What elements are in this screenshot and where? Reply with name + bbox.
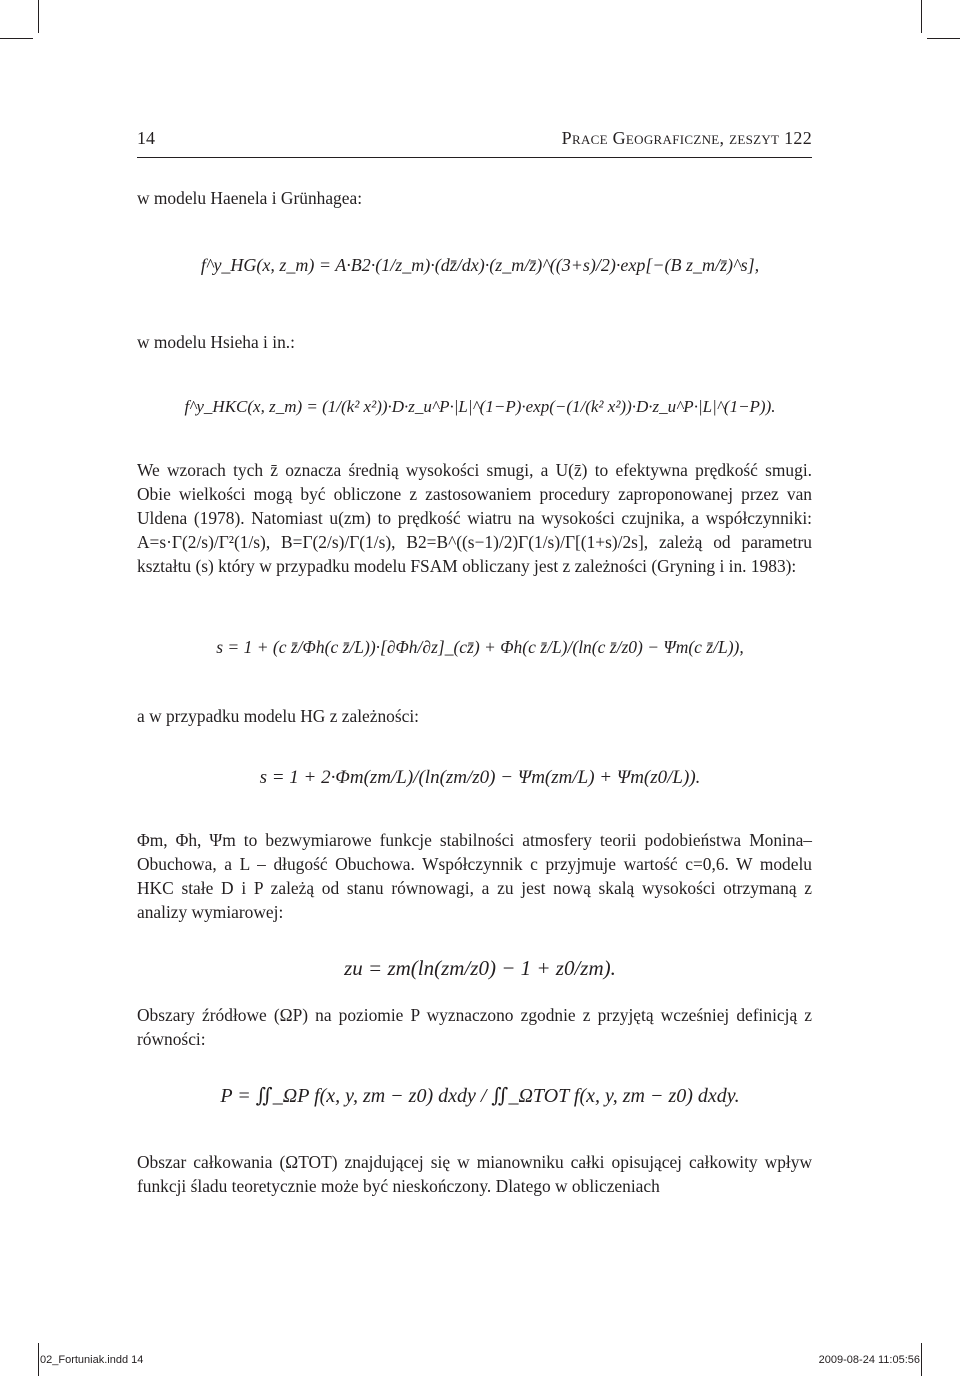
footer-datetime: 2009-08-24 11:05:56: [818, 1354, 920, 1366]
footer-file: 02_Fortuniak.indd 14: [40, 1354, 144, 1366]
paragraph-hg-intro: w modelu Haenela i Grünhagea:: [137, 188, 363, 208]
paragraph-stability-functions: Φm, Φh, Ψm to bezwymiarowe funkcje stabilności atmosfery teorii podobieństwa Monina–Obuchowa, a L – długość Obuchowa. Współczynnik c przyjmuje wartość c=0,6. W modelu HKC stałe D i P zależą od stanu równowagi, a zu jest nową skalą wysokości otrzymaną z analizy wymiarowej:: [137, 830, 812, 922]
header-rule: [137, 157, 812, 158]
paragraph-integration-area: Obszar całkowania (ΩTOT) znajdującej się w mianowniku całki opisującej całkowity wpływ funkcji śladu teoretycznie może być nieskończony. Dlatego w obliczeniach: [137, 1152, 812, 1196]
paragraph-source-areas: Obszary źródłowe (ΩP) na poziomie P wyznaczono zgodnie z przyjętą wcześniej definicją z równości:: [137, 1005, 812, 1049]
crop-mark: [921, 1343, 922, 1376]
journal-title: Prace Geograficzne, zeszyt 122: [561, 128, 812, 148]
crop-mark: [0, 38, 33, 39]
equation-zu: zu = zm(ln(zm/z0) − 1 + z0/zm).: [344, 956, 616, 980]
equation-s-hg: s = 1 + 2·Φm(zm/L)/(ln(zm/z0) − Ψm(zm/L) + Ψm(z0/L)).: [259, 767, 701, 788]
paragraph-hkc-intro: w modelu Hsieha i in.:: [137, 332, 295, 352]
crop-mark: [38, 1343, 39, 1376]
crop-mark: [927, 38, 960, 39]
paragraph-hg-dependency: a w przypadku modelu HG z zależności:: [137, 706, 420, 726]
equation-hg: f^y_HG(x, z_m) = A·B2·(1/z_m)·(dz̄/dx)·(z_m/z̄)^((3+s)/2)·exp[−(B z_m/z̄)^s],: [200, 255, 760, 275]
page-number: 14: [137, 128, 155, 148]
equation-hkc: f^y_HKC(x, z_m) = (1/(k² x²))·D·z_u^P·|L|^(1−P)·exp(−(1/(k² x²))·D·z_u^P·|L|^(1−P)).: [184, 397, 776, 416]
equation-s-fsam: s = 1 + (c z̄/Φh(c z̄/L))·[∂Φh/∂z]_(cz̄) + Φh(c z̄/L)/(ln(c z̄/z0) − Ψm(c z̄/L)),: [216, 637, 744, 657]
crop-mark: [38, 0, 39, 33]
equation-p: P = ∬_ΩP f(x, y, zm − z0) dxdy / ∬_ΩTOT f(x, y, zm − z0) dxdy.: [220, 1085, 740, 1107]
paragraph-description: We wzorach tych z̄ oznacza średnią wysokości smugi, a U(z̄) to efektywna prędkość smugi. Obie wielkości mogą być obliczone z zastosowaniem procedury zaproponowanej przez van Uldena (1978). Natomiast u(zm) to prędkość wiatru na wysokości czujnika, a współczynniki: A=s·Γ(2/s)/Γ²(1/s), B=Γ(2/s)/Γ(1/s), B2=B^((s−1)/2)Γ(1/s)/Γ[(1+s)/2s], zależą od parametru kształtu (s) który w przypadku modelu FSAM obliczany jest z zależności (Gryning i in. 1983):: [137, 460, 812, 576]
crop-mark: [921, 0, 922, 33]
